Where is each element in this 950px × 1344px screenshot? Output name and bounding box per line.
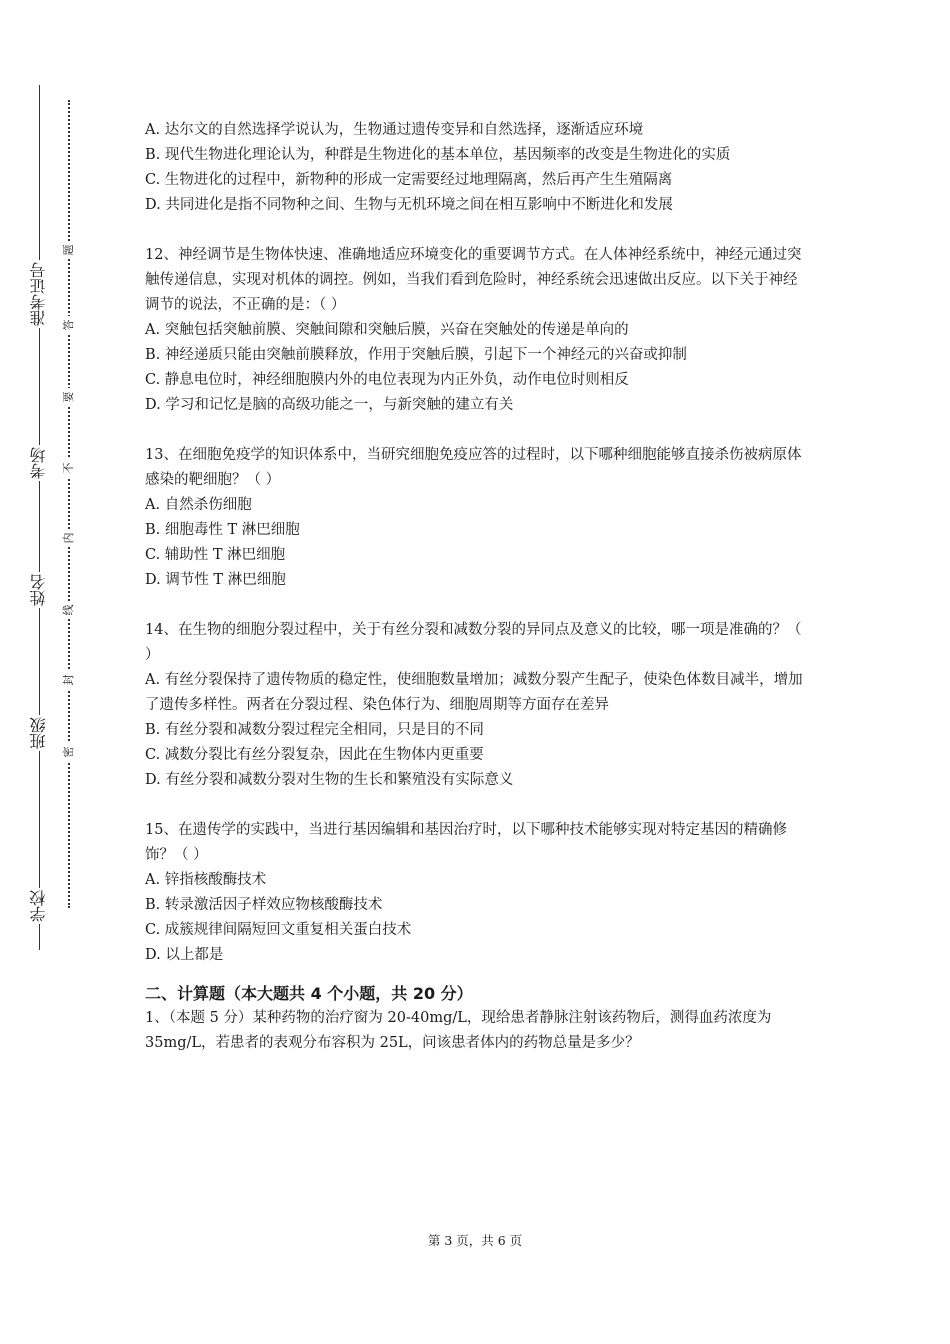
- binding-dotted-line: [68, 100, 70, 908]
- option-b: B. 神经递质只能由突触前膜释放，作用于突触后膜，引起下一个神经元的兴奋或抑制: [145, 347, 687, 363]
- option-c: C. 生物进化的过程中，新物种的形成一定需要经过地理隔离，然后再产生生殖隔离: [145, 172, 673, 188]
- seal-char-xian: 线: [62, 601, 76, 619]
- seal-char-ti: 题: [62, 241, 76, 259]
- option-a: A. 突触包括突触前膜、突触间隙和突触后膜，兴奋在突触处的传递是单向的: [145, 322, 629, 338]
- seal-char-nei: 内: [62, 529, 76, 547]
- question-stem: 1、（本题 5 分）某种药物的治疗窗为 20-40mg/L，现给患者静脉注射该药物后，测得血药浓度为 35mg/L，若患者的表观分布容积为 25L，问该患者体内的药物总量是多少？: [145, 1010, 772, 1051]
- binding-margin: [0, 0, 100, 1000]
- question-15: [145, 818, 810, 968]
- question-14: [145, 618, 810, 793]
- option-a: A. 有丝分裂保持了遗传物质的稳定性，使细胞数量增加；减数分裂产生配子，使染色体数目减半，增加了遗传多样性。两者在分裂过程、染色体行为、细胞周期等方面存在差异: [145, 672, 803, 713]
- option-d: D. 调节性 T 淋巴细胞: [145, 572, 286, 588]
- question-12: [145, 243, 810, 418]
- option-b: B. 现代生物进化理论认为，种群是生物进化的基本单位，基因频率的改变是生物进化的实质: [145, 147, 731, 163]
- label-exam-number: 准考证号: [22, 260, 56, 328]
- option-b: B. 有丝分裂和减数分裂过程完全相同，只是目的不同: [145, 722, 484, 738]
- option-a: A. 达尔文的自然选择学说认为，生物通过遗传变异和自然选择，逐渐适应环境: [145, 122, 644, 138]
- seal-char-yao: 要: [62, 388, 76, 406]
- question-stem: 12、神经调节是生物体快速、准确地适应环境变化的重要调节方式。在人体神经系统中，神经元通过突触传递信息，实现对机体的调控。例如，当我们看到危险时，神经系统会迅速做出反应。以下关于神经调节的说法，不正确的是：（ ）: [145, 247, 802, 313]
- option-a: A. 自然杀伤细胞: [145, 497, 252, 513]
- option-b: B. 细胞毒性 T 淋巴细胞: [145, 522, 300, 538]
- seal-char-feng: 封: [62, 671, 76, 689]
- label-name: 姓名: [22, 572, 56, 608]
- option-d: D. 共同进化是指不同物种之间、生物与无机环境之间在相互影响中不断进化和发展: [145, 197, 673, 213]
- page-footer: 第 3 页，共 6 页: [427, 1233, 523, 1248]
- option-c: C. 静息电位时，神经细胞膜内外的电位表现为内正外负，动作电位时则相反: [145, 372, 629, 388]
- question-stem: 13、在细胞免疫学的知识体系中，当研究细胞免疫应答的过程时，以下哪种细胞能够直接杀伤被病原体感染的靶细胞？（ ）: [145, 447, 802, 488]
- label-exam-room: 考场: [22, 445, 56, 481]
- option-a: A. 锌指核酸酶技术: [145, 872, 267, 888]
- section-title: 二、计算题（本大题共 4 个小题，共 20 分）: [145, 984, 473, 1003]
- option-c: C. 成簇规律间隔短回文重复相关蛋白技术: [145, 922, 412, 938]
- option-d: D. 学习和记忆是脑的高级功能之一，与新突触的建立有关: [145, 397, 514, 413]
- option-c: C. 辅助性 T 淋巴细胞: [145, 547, 286, 563]
- calc-question-1: [145, 1006, 810, 1056]
- label-school: 学校: [22, 888, 56, 924]
- seal-char-mi: 密: [62, 743, 76, 761]
- question-content: [145, 118, 810, 1056]
- question-stem: 14、在生物的细胞分裂过程中，关于有丝分裂和减数分裂的异同点及意义的比较，哪一项是准确的？（ ）: [145, 622, 802, 663]
- seal-char-bu: 不: [62, 459, 76, 477]
- question-11-options: [145, 118, 810, 218]
- option-d: D. 有丝分裂和减数分裂对生物的生长和繁殖没有实际意义: [145, 772, 514, 788]
- option-d: D. 以上都是: [145, 947, 224, 963]
- binding-solid-line: [39, 85, 40, 950]
- option-b: B. 转录激活因子样效应物核酸酶技术: [145, 897, 383, 913]
- label-class: 班级: [22, 715, 56, 751]
- option-c: C. 减数分裂比有丝分裂复杂，因此在生物体内更重要: [145, 747, 484, 763]
- seal-char-da: 答: [62, 316, 76, 334]
- question-13: [145, 443, 810, 593]
- question-stem: 15、在遗传学的实践中，当进行基因编辑和基因治疗时，以下哪种技术能够实现对特定基因的精确修饰？（ ）: [145, 822, 787, 863]
